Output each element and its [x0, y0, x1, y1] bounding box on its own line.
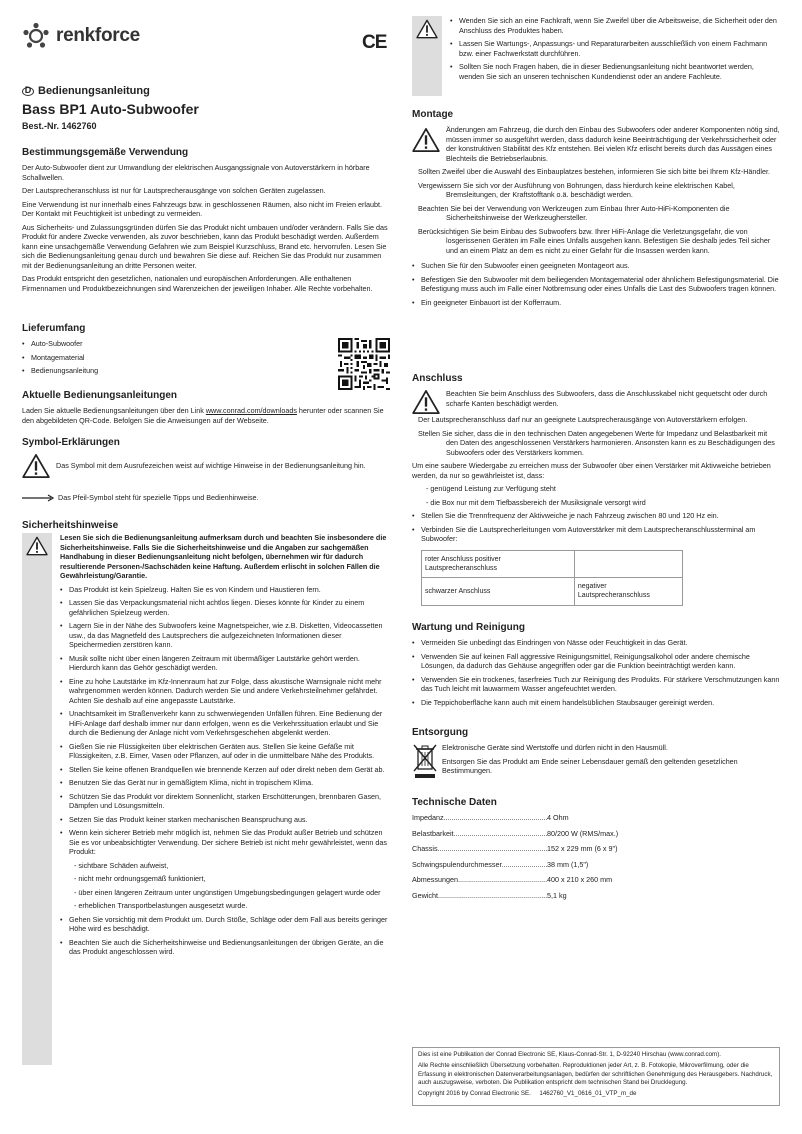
intended-use-heading: Bestimmungsgemäße Verwendung — [22, 147, 189, 158]
paragraph: Elektronische Geräte sind Wertstoffe und dürfen nicht in den Hausmüll. — [442, 743, 668, 753]
safety-box — [22, 533, 390, 1065]
downloads-link[interactable]: www.conrad.com/downloads — [205, 406, 297, 416]
list-item: • Eine zu hohe Lautstärke im Kfz-Innenraum hat zur Folge, dass akustische Warnsignale nicht mehr wahrgenommen werden können. Dadurch werden Sie und andere Verkehrsteilnehmer gefährdet. Achten Sie deshalb auf eine angepasste Lautstärke. — [60, 677, 390, 706]
table-row — [422, 578, 683, 605]
warning-symbol-text: Das Symbol mit dem Ausrufezeichen weist auf wichtige Hinweise in der Bedienungsanleitung hin. — [56, 461, 366, 471]
spec-row: Chassis ..... 152 x 229 mm (6 x 9") — [412, 844, 780, 854]
crossed-bin-icon — [412, 743, 438, 779]
disposal-section — [412, 726, 780, 780]
list-item: • Montagematerial — [22, 353, 322, 363]
sub-item: - die Box nur mit dem Tiefbassbereich der Musiksignale versorgt wird — [426, 497, 646, 507]
table-cell: roter Anschluss positiver Lautsprecheranschluss — [422, 550, 575, 577]
list-item: • Gehen Sie vorsichtig mit dem Produkt um. Durch Stöße, Schläge oder dem Fall aus bereits geringer Höhe wird es beschädigt. — [60, 915, 390, 934]
safety-intro: Lesen Sie sich die Bedienungsanleitung aufmerksam durch und beachten Sie insbesondere die Sicherheitshinweise. Falls Sie die Sicherheitshinweise und die Angaben zur sachgemäßen Handhabung in dieser Bedienungsanleitung nicht befolgen, übernehmen wir für dadurch resultierende Personen-/Sachschäden keine Haftung. Außerdem erlischt in solchen Fällen die Gewährleistung/Garantie. — [60, 533, 387, 580]
paragraph: Aus Sicherheits- und Zulassungsgründen dürfen Sie das Produkt nicht umbauen und/oder verändern. Falls Sie das Produkt für andere Zwecke verwenden, als zuvor beschrieben, kann das Produkt beschädigt werden. Außerdem kann eine unsachgemäße Verwendung Gefahren wie zum Beispiel Kurzschluss, Brand etc. hervorrufen. Lesen Sie sich die Bedienungsanleitung genau durch und bewahren Sie diese auf. Reichen Sie das Produkt nur zusammen mit der Bedienungsanleitung an dritte Personen weiter. — [22, 222, 388, 270]
intended-use-section — [22, 146, 390, 297]
list-item: • Benutzen Sie das Gerät nur in gemäßigtem Klima, nicht in tropischem Klima. — [60, 778, 390, 788]
list-item: • Gießen Sie nie Flüssigkeiten über elektrischen Geräten aus. Stellen Sie keine Gefäße mit Flüssigkeiten, z.B. Eimer, Vasen oder Pflanzen, auf oder in die unmittelbare Nähe des Produkts. — [60, 742, 390, 761]
spec-row: Belastbarkeit ..... 80/200 W (RMS/max.) — [412, 829, 780, 839]
list-item: • Setzen Sie das Produkt keiner starken mechanischen Beanspruchung aus. — [60, 815, 390, 825]
list-item: • Stellen Sie die Trennfrequenz der Aktivweiche je nach Fahrzeug zwischen 80 und 120 Hz ein. — [412, 511, 780, 521]
spec-row: Gewicht ..... 5,1 kg — [412, 891, 780, 901]
warning-triangle-icon — [22, 453, 50, 479]
scope-heading: Lieferumfang — [22, 323, 86, 334]
list-item: • Lassen Sie das Verpackungsmaterial nicht achtlos liegen. Dieses könnte für Kinder zu einem gefährlichen Spielzeug werden. — [60, 598, 390, 617]
safety-continued-box — [412, 16, 780, 96]
list-item: • Verwenden Sie ein trockenes, faserfreies Tuch zur Reinigung des Produkts. Für stärkere Verschmutzungen kann das Tuch leicht mit lauwarmem Wasser angefeuchtet werden. — [412, 675, 780, 694]
arrow-symbol-text: Das Pfeil-Symbol steht für spezielle Tipps und Bedienhinweise. — [58, 493, 259, 503]
connection-heading: Anschluss — [412, 373, 463, 384]
list-item: • Ein geeigneter Einbauort ist der Kofferraum. — [412, 298, 780, 308]
imprint-box — [412, 1047, 780, 1106]
mounting-section — [412, 108, 780, 311]
paragraph: Das Produkt entspricht den gesetzlichen, nationalen und europäischen Anforderungen. Alle enthaltenen Firmennamen und Produktbezeichnungen sind Warenzeichen der jeweiligen Inhaber. Alle Rechte vorbehalten. — [22, 274, 373, 293]
list-item: • Schützen Sie das Produkt vor direktem Sonnenlicht, starken Erschütterungen, brennbaren Gasen, Dämpfen und Lösungsmitteln. — [60, 792, 390, 811]
warning-triangle-icon — [412, 127, 440, 153]
list-item: • Verbinden Sie die Lautsprecherleitungen vom Autoverstärker mit dem Lautsprecheranschlussterminal am Subwoofer: — [412, 525, 780, 544]
brand-name: renkforce — [56, 25, 140, 47]
paragraph: Vergewissern Sie sich vor der Ausführung von Bohrungen, dass hierdurch keine elektrischen Kabel, Bremsleitungen, der Kraftstofftank o.ä. beschädigt werden. — [418, 180, 735, 200]
list-item: • Verwenden Sie auf keinen Fall aggressive Reinigungsmittel, Reinigungsalkohol oder andere chemische Lösungen, da dadurch das Gehäuse angegriffen oder gar die Funktion beeinträchtigt werden kann. — [412, 652, 780, 671]
disposal-heading: Entsorgung — [412, 727, 469, 738]
article-number: Best.-Nr. 1462760 — [22, 121, 97, 131]
tech-heading: Technische Daten — [412, 797, 497, 808]
renkforce-logo-icon — [22, 22, 50, 50]
paragraph: Der Lautsprecheranschluss ist nur für Lautsprecherausgänge von solchen Geräten zugelassen. — [22, 186, 326, 196]
list-item: • Stellen Sie keine offenen Brandquellen wie brennende Kerzen auf oder direkt neben dem Gerät ab. — [60, 765, 390, 775]
table-row — [422, 550, 683, 577]
list-item: • Sollten Sie noch Fragen haben, die in dieser Bedienungsanleitung nicht beantwortet werden, wenden Sie sich an unseren technischen Kundendienst oder an andere Fachleute. — [450, 62, 780, 81]
spec-row: Schwingspulendurchmesser ..... 38 mm (1,5") — [412, 860, 780, 870]
paragraph: Entsorgen Sie das Produkt am Ende seiner Lebensdauer gemäß den geltenden gesetzlichen Bestimmungen. — [442, 756, 738, 776]
table-cell — [574, 550, 682, 577]
doc-type: Bedienungsanleitung — [38, 85, 150, 97]
care-heading: Wartung und Reinigung — [412, 622, 525, 633]
table-cell: schwarzer Anschluss — [422, 578, 575, 605]
scope-section — [22, 322, 322, 380]
paragraph: Änderungen am Fahrzeug, die durch den Einbau des Subwoofers oder anderer Komponenten nötig sind, müssen immer so ausgeführt werden, dass dadurch keine Beeinträchtigung der Verkehrssicherheit oder der konstruktiven Stabilität des Kfz entstehen. Bei vielen Kfz erlischt bereits durch das Aussägen eines Blechteils die Betriebserlaubnis. — [446, 125, 780, 163]
list-item: • Lassen Sie Wartungs-, Anpassungs- und Reparaturarbeiten ausschließlich von einem Fachmann bzw. einer Fachwerkstatt durchführen. — [450, 39, 780, 58]
paragraph: Beachten Sie bei der Verwendung von Werkzeugen zum Einbau Ihrer Auto-HiFi-Komponenten die Sicherheitshinweise der Werkzeughersteller. — [418, 203, 730, 223]
imprint-line: Copyright 2016 by Conrad Electronic SE. 1462760_V1_0616_01_VTP_m_de — [418, 1090, 637, 1098]
sub-item: - nicht mehr ordnungsgemäß funktioniert, — [74, 874, 206, 883]
list-item: • Musik sollte nicht über einen längeren Zeitraum mit übermäßiger Lautstärke gehört werden. Hierdurch kann das Gehör geschädigt werden. — [60, 654, 390, 673]
list-item: • Suchen Sie für den Subwoofer einen geeigneten Montageort aus. — [412, 261, 780, 271]
mounting-heading: Montage — [412, 109, 454, 120]
paragraph: Um eine saubere Wiedergabe zu erreichen muss der Subwoofer über einen Verstärker mit Aktivweiche betrieben werden, da nur so gewährleistet ist, dass: — [412, 461, 771, 480]
symbols-section — [22, 436, 390, 503]
paragraph: Sollten Zweifel über die Auswahl des Einbauplatzes bestehen, informieren Sie sich bitte bei Ihrem Kfz-Händler. — [418, 167, 770, 177]
sub-item: - genügend Leistung zur Verfügung steht — [426, 484, 556, 494]
list-item: • Unachtsamkeit im Straßenverkehr kann zu schwerwiegenden Unfällen führen. Eine Bedienung der HiFi-Anlage darf deshalb immer nur dann erfolgen, wenn es die Verkehrssituation erlaubt und Sie durch die Bedienung der Anlage nicht vom Verkehrsgeschehen abgelenkt werden. — [60, 709, 390, 738]
sub-item: - über einen längeren Zeitraum unter ungünstigen Umgebungsbedingungen gelagert wurde oder — [74, 887, 381, 897]
brand-logo — [22, 22, 140, 50]
care-section — [412, 621, 780, 711]
sub-item: - sichtbare Schäden aufweist, — [74, 860, 169, 870]
ce-mark: CE — [362, 32, 387, 53]
list-item: • Wenden Sie sich an eine Fachkraft, wenn Sie Zweifel über die Arbeitsweise, die Sicherheit oder den Anschluss des Produktes haben. — [450, 16, 780, 35]
list-item: • Lagern Sie in der Nähe des Subwoofers keine Magnetspeicher, wie z.B. Disketten, Videocassetten usw., da das Magnetfeld des Lautsprechers die aufgezeichneten Informationen dieser Speichermedien zerstören kann. — [60, 621, 390, 650]
paragraph: Der Lautsprecheranschluss darf nur an geeignete Lautsprecherausgänge von Autoverstärkern erfolgen. — [418, 415, 748, 425]
spec-row: Abmessungen ..... 400 x 210 x 260 mm — [412, 875, 780, 885]
warning-triangle-icon — [416, 19, 438, 39]
warning-symbol-row — [22, 453, 390, 479]
paragraph: Beachten Sie beim Anschluss des Subwoofers, dass die Anschlusskabel nicht gequetscht oder durch scharfe Kanten beschädigt werden. — [446, 389, 768, 408]
list-item: • Das Produkt ist kein Spielzeug. Halten Sie es von Kindern und Haustieren fern. — [60, 585, 390, 595]
symbols-heading: Symbol-Erklärungen — [22, 437, 120, 448]
paragraph: Stellen Sie sicher, dass die in den technischen Daten angegebenen Werte für Impedanz und Belastbarkeit mit den Daten des angeschlossenen Verstärkers harmonieren. Ansonsten kann es zu Beschädigungen des Subwoofers oder des Verstärkers kommen. — [418, 428, 775, 457]
connection-table — [421, 550, 683, 606]
product-title: Bass BP1 Auto-Subwoofer — [22, 101, 199, 117]
imprint-line: Alle Rechte einschließlich Übersetzung vorbehalten. Reproduktionen jeder Art, z. B. Fotokopie, Mikroverfilmung, oder die Erfassung in elektronischen Datenverarbeitungsanlagen, bedürfen der schriftlichen Genehmigung des Herausgebers. Nachdruck, auch auszugsweise, verboten. Die Publikation entspricht dem technischen Stand bei Drucklegung. — [418, 1062, 773, 1087]
arrow-symbol-row — [22, 493, 390, 503]
list-item: • Befestigen Sie den Subwoofer mit dem beiliegenden Montagematerial oder ähnlichem Befestigungsmaterial. Die Befestigung muss auch im Falle einer Notbremsung oder eines Unfalls die Last des Subwoofers tragen können. — [412, 275, 780, 294]
tech-section — [412, 796, 780, 906]
warning-triangle-icon — [412, 389, 440, 415]
paragraph: Der Auto-Subwoofer dient zur Umwandlung der elektrischen Ausgangssignale von Autoverstärkern in hörbare Schallwellen. — [22, 163, 370, 182]
arrow-right-icon — [22, 494, 54, 502]
paragraph: Eine Verwendung ist nur innerhalb eines Fahrzeugs bzw. in geschlossenen Räumen, also nicht im Freien erlaubt. Der Kontakt mit Feuchtigkeit ist unbedingt zu vermeiden. — [22, 199, 382, 219]
spec-row: Impedanz ..... 4 Ohm — [412, 813, 780, 823]
safety-heading: Sicherheitshinweise — [22, 520, 119, 531]
warning-triangle-icon — [26, 536, 48, 556]
list-item: • Auto-Subwoofer — [22, 339, 322, 349]
list-item: • Wenn kein sicherer Betrieb mehr möglich ist, nehmen Sie das Produkt außer Betrieb und schützen Sie es vor unbeabsichtigter Verwendung. Der sichere Betrieb ist nicht mehr gewährleistet, wenn das Produkt: — [60, 828, 390, 857]
sub-item: - erheblichen Transportbelastungen ausgesetzt wurde. — [74, 901, 248, 910]
list-item: • Die Teppichoberfläche kann auch mit einem handelsüblichen Staubsauger gereinigt werden. — [412, 698, 780, 708]
list-item: • Bedienungsanleitung — [22, 366, 322, 376]
manual-icon: D — [22, 87, 34, 96]
current-manuals-section — [22, 389, 390, 429]
current-manuals-text: Laden Sie aktuelle Bedienungsanleitungen über den Link www.conrad.com/downloads herunter oder scannen Sie den abgebildeten QR-Code. Befolgen Sie die Anweisungen auf der Webseite. — [22, 406, 384, 425]
table-cell: negativer Lautsprecheranschluss — [574, 578, 682, 605]
current-manuals-heading: Aktuelle Bedienungsanleitungen — [22, 390, 178, 401]
list-item: • Vermeiden Sie unbedingt das Eindringen von Nässe oder Feuchtigkeit in das Gerät. — [412, 638, 780, 648]
imprint-line: Dies ist eine Publikation der Conrad Electronic SE, Klaus-Conrad-Str. 1, D-92240 Hirschau (www.conrad.com). — [418, 1051, 721, 1058]
doc-type-line — [22, 84, 150, 99]
connection-section — [412, 372, 780, 606]
paragraph: Berücksichtigen Sie beim Einbau des Subwoofers bzw. Ihrer HiFi-Anlage die Verletzungsgefahr, die von losgerissenen Geräten im Falle eines Unfalls ausgehen kann. Befestigen Sie deshalb jedes Teil sicher und an einem Platz an dem es nicht zu einer Gefahr für die Insassen werden kann. — [418, 226, 771, 255]
qr-code[interactable] — [338, 338, 390, 390]
list-item: • Beachten Sie auch die Sicherheitshinweise und Bedienungsanleitungen der übrigen Geräte, an die das Produkt angeschlossen wird. — [60, 938, 390, 957]
